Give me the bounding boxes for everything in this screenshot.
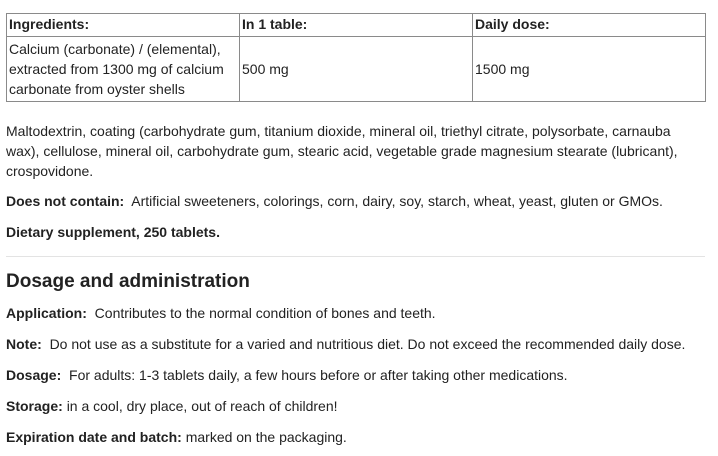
- cell-per-tablet: 500 mg: [240, 37, 473, 102]
- dosage-text: For adults: 1-3 tablets daily, a few hours before or after taking other medications.: [69, 367, 568, 383]
- note: [6, 334, 705, 354]
- section-title: Dosage and administration: [6, 271, 250, 292]
- does-not-contain: [6, 191, 705, 211]
- dosage-label: Dosage:: [6, 367, 62, 383]
- note-text: Do not use as a substitute for a varied and nutritious diet. Do not exceed the recommended daily dose.: [49, 336, 686, 352]
- product-info: [6, 13, 705, 447]
- header-per-tablet: In 1 table:: [240, 14, 473, 37]
- note-label: Note:: [6, 336, 42, 352]
- cell-ingredient: Calcium (carbonate) / (elemental), extracted from 1300 mg of calcium carbonate from oyster shells: [7, 37, 240, 102]
- header-daily-dose: Daily dose:: [473, 14, 706, 37]
- application-text: Contributes to the normal condition of bones and teeth.: [94, 305, 436, 321]
- header-ingredients: Ingredients:: [7, 14, 240, 37]
- dosage: [6, 365, 705, 385]
- application-label: Application:: [6, 305, 87, 321]
- ingredients-table: [6, 13, 706, 102]
- table-row: [7, 37, 706, 102]
- expiration: [6, 427, 705, 447]
- supplement-note: Dietary supplement, 250 tablets.: [6, 224, 220, 240]
- expiration-text: marked on the packaging.: [185, 429, 347, 445]
- expiration-label: Expiration date and batch:: [6, 429, 182, 445]
- composition-text: Maltodextrin, coating (carbohydrate gum, titanium dioxide, mineral oil, triethyl citrate, polysorbate, carnauba wax), cellulose, mineral oil, carbohydrate gum, stearic acid, vegetable grade magnesium stearate (lubricant), crospovidone.: [6, 123, 678, 179]
- section-divider: [6, 256, 705, 257]
- storage: [6, 396, 705, 416]
- storage-text: in a cool, dry place, out of reach of children!: [66, 398, 338, 414]
- application: [6, 303, 705, 323]
- does-not-contain-text: Artificial sweeteners, colorings, corn, dairy, soy, starch, wheat, yeast, gluten or GMOs.: [131, 193, 663, 209]
- storage-label: Storage:: [6, 398, 63, 414]
- does-not-contain-label: Does not contain:: [6, 193, 125, 209]
- table-header-row: [7, 14, 706, 37]
- cell-daily-dose: 1500 mg: [473, 37, 706, 102]
